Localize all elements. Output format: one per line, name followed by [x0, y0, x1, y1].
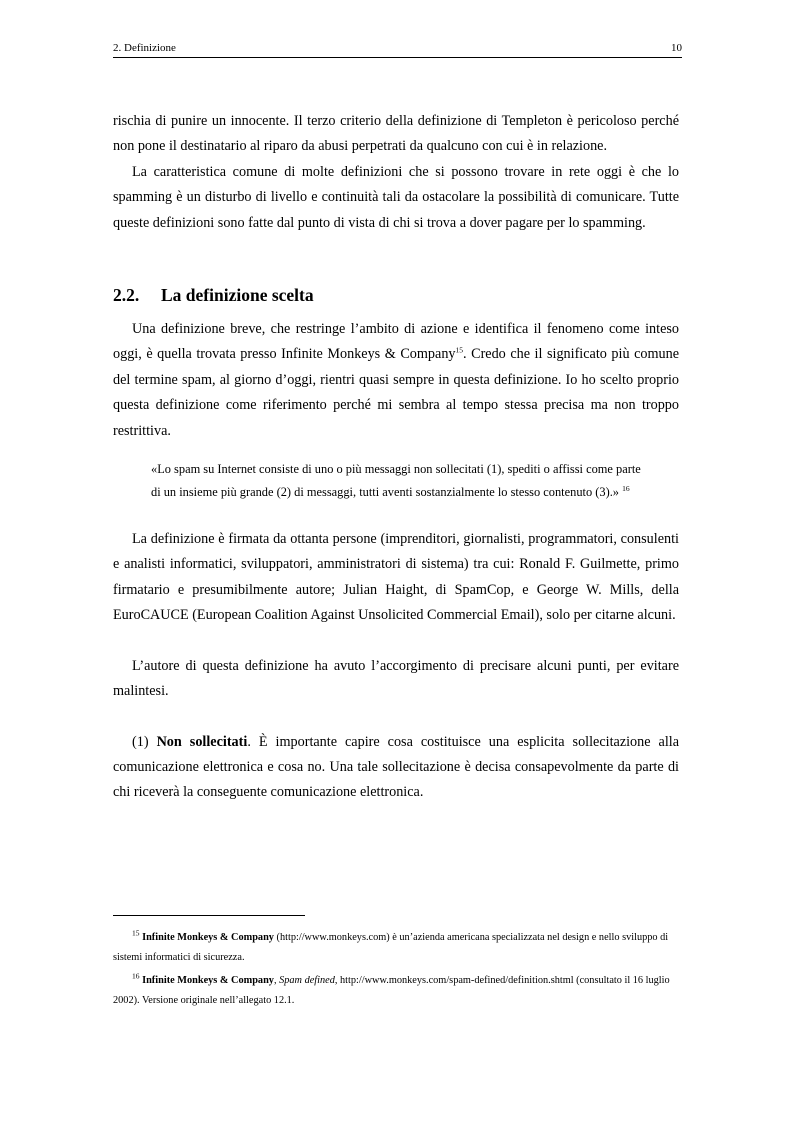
paragraph-3-text: Una definizione breve, che restringe l’ambito di azione e identifica il fenomeno come inteso oggi, è quella trovata presso Infinite Monkeys & Company: [113, 321, 679, 363]
chapter-title: 2. Definizione: [113, 42, 176, 54]
footnote-15: [113, 928, 681, 968]
spacer: [113, 705, 679, 730]
paragraph-2: La caratteristica comune di molte definizioni che si possono trovare in rete oggi è che lo spamming è un disturbo di livello e continuità tali da ostacolare la possibilità di comunicare. Tutte queste definizioni sono fatte dal punto di vista di chi si trova a dover pagare per lo spamming.: [113, 163, 679, 231]
section-heading: [113, 281, 679, 309]
paragraph-1: rischia di punire un innocente. Il terzo criterio della definizione di Templeton è pericoloso perché non pone il destinatario al riparo da abusi perpetrati da qualcuno con cui è in relazione.: [113, 113, 679, 155]
paragraph-3: [113, 317, 679, 444]
block-quote: [151, 458, 651, 504]
body-text: [113, 109, 679, 806]
paragraph-6: [113, 730, 679, 806]
paragraph-4: La definizione è firmata da ottanta persone (imprenditori, giornalisti, programmatori, consulenti e analisti informatici, sviluppatori, amministratori di sistema) tra cui: Ronald F. Guilmette, primo firmatario e presumibilmente autore; Julian Haight, di SpamCop, e George W. Mills, della EuroCAUCE (European Coalition Against Unsolicited Commercial Email), solo per citarne alcuni.: [113, 531, 679, 624]
footnote-separator: ,: [273, 975, 280, 986]
footnote-number: 15: [132, 928, 140, 938]
page-number: 10: [671, 42, 682, 54]
footnote-ref-15[interactable]: 15: [455, 345, 464, 355]
footnote-ref-16[interactable]: 16: [622, 483, 630, 493]
item-term: Non sollecitati: [156, 733, 248, 750]
footnote-text: , http://www.monkeys.com/spam-defined/definition.shtml (consultato il 16 luglio 2002). Versione originale nell’allegato 12.1.: [113, 975, 670, 1006]
item-label: (1): [132, 733, 149, 750]
quote-text: «Lo spam su Internet consiste di uno o più messaggi non sollecitati (1), spediti o affissi come parte di un insieme più grande (2) di messaggi, tutti aventi sostanzialmente lo stesso contenuto (3).»: [151, 462, 641, 500]
spacer: [113, 629, 679, 654]
footnote-italic: Spam defined: [279, 975, 335, 986]
section-number: 2.2.: [113, 285, 140, 306]
footnote-divider: [113, 915, 305, 916]
footnote-bold: Infinite Monkeys & Company: [142, 932, 274, 943]
paragraph-3-text-continued: . Credo che il significato più comune del termine spam, al giorno d’oggi, rientri quasi sempre in questa definizione. Io ho scelto proprio questa definizione come riferimento perché mi sembra al tempo stessa precisa ma non troppo restrittiva.: [113, 346, 680, 439]
footnote-number: 16: [132, 971, 140, 981]
running-header: [113, 42, 682, 58]
footnote-text: (http://www.monkeys.com) è un’azienda americana specializzata nel design e nello sviluppo di sistemi informatici di sicurezza.: [113, 932, 669, 963]
footnotes: [113, 928, 681, 1011]
footnote-16: [113, 971, 681, 1011]
section-title: La definizione scelta: [161, 285, 314, 306]
item-text: . È importante capire cosa costituisce una esplicita sollecitazione alla comunicazione elettronica e cosa no. Una tale sollecitazione è decisa consapevolmente da parte di chi riceverà la conseguente comunicazione elettronica.: [113, 733, 680, 801]
footnote-bold: Infinite Monkeys & Company: [142, 975, 274, 986]
paragraph-5: L’autore di questa definizione ha avuto l’accorgimento di precisare alcuni punti, per evitare malintesi.: [113, 657, 679, 700]
